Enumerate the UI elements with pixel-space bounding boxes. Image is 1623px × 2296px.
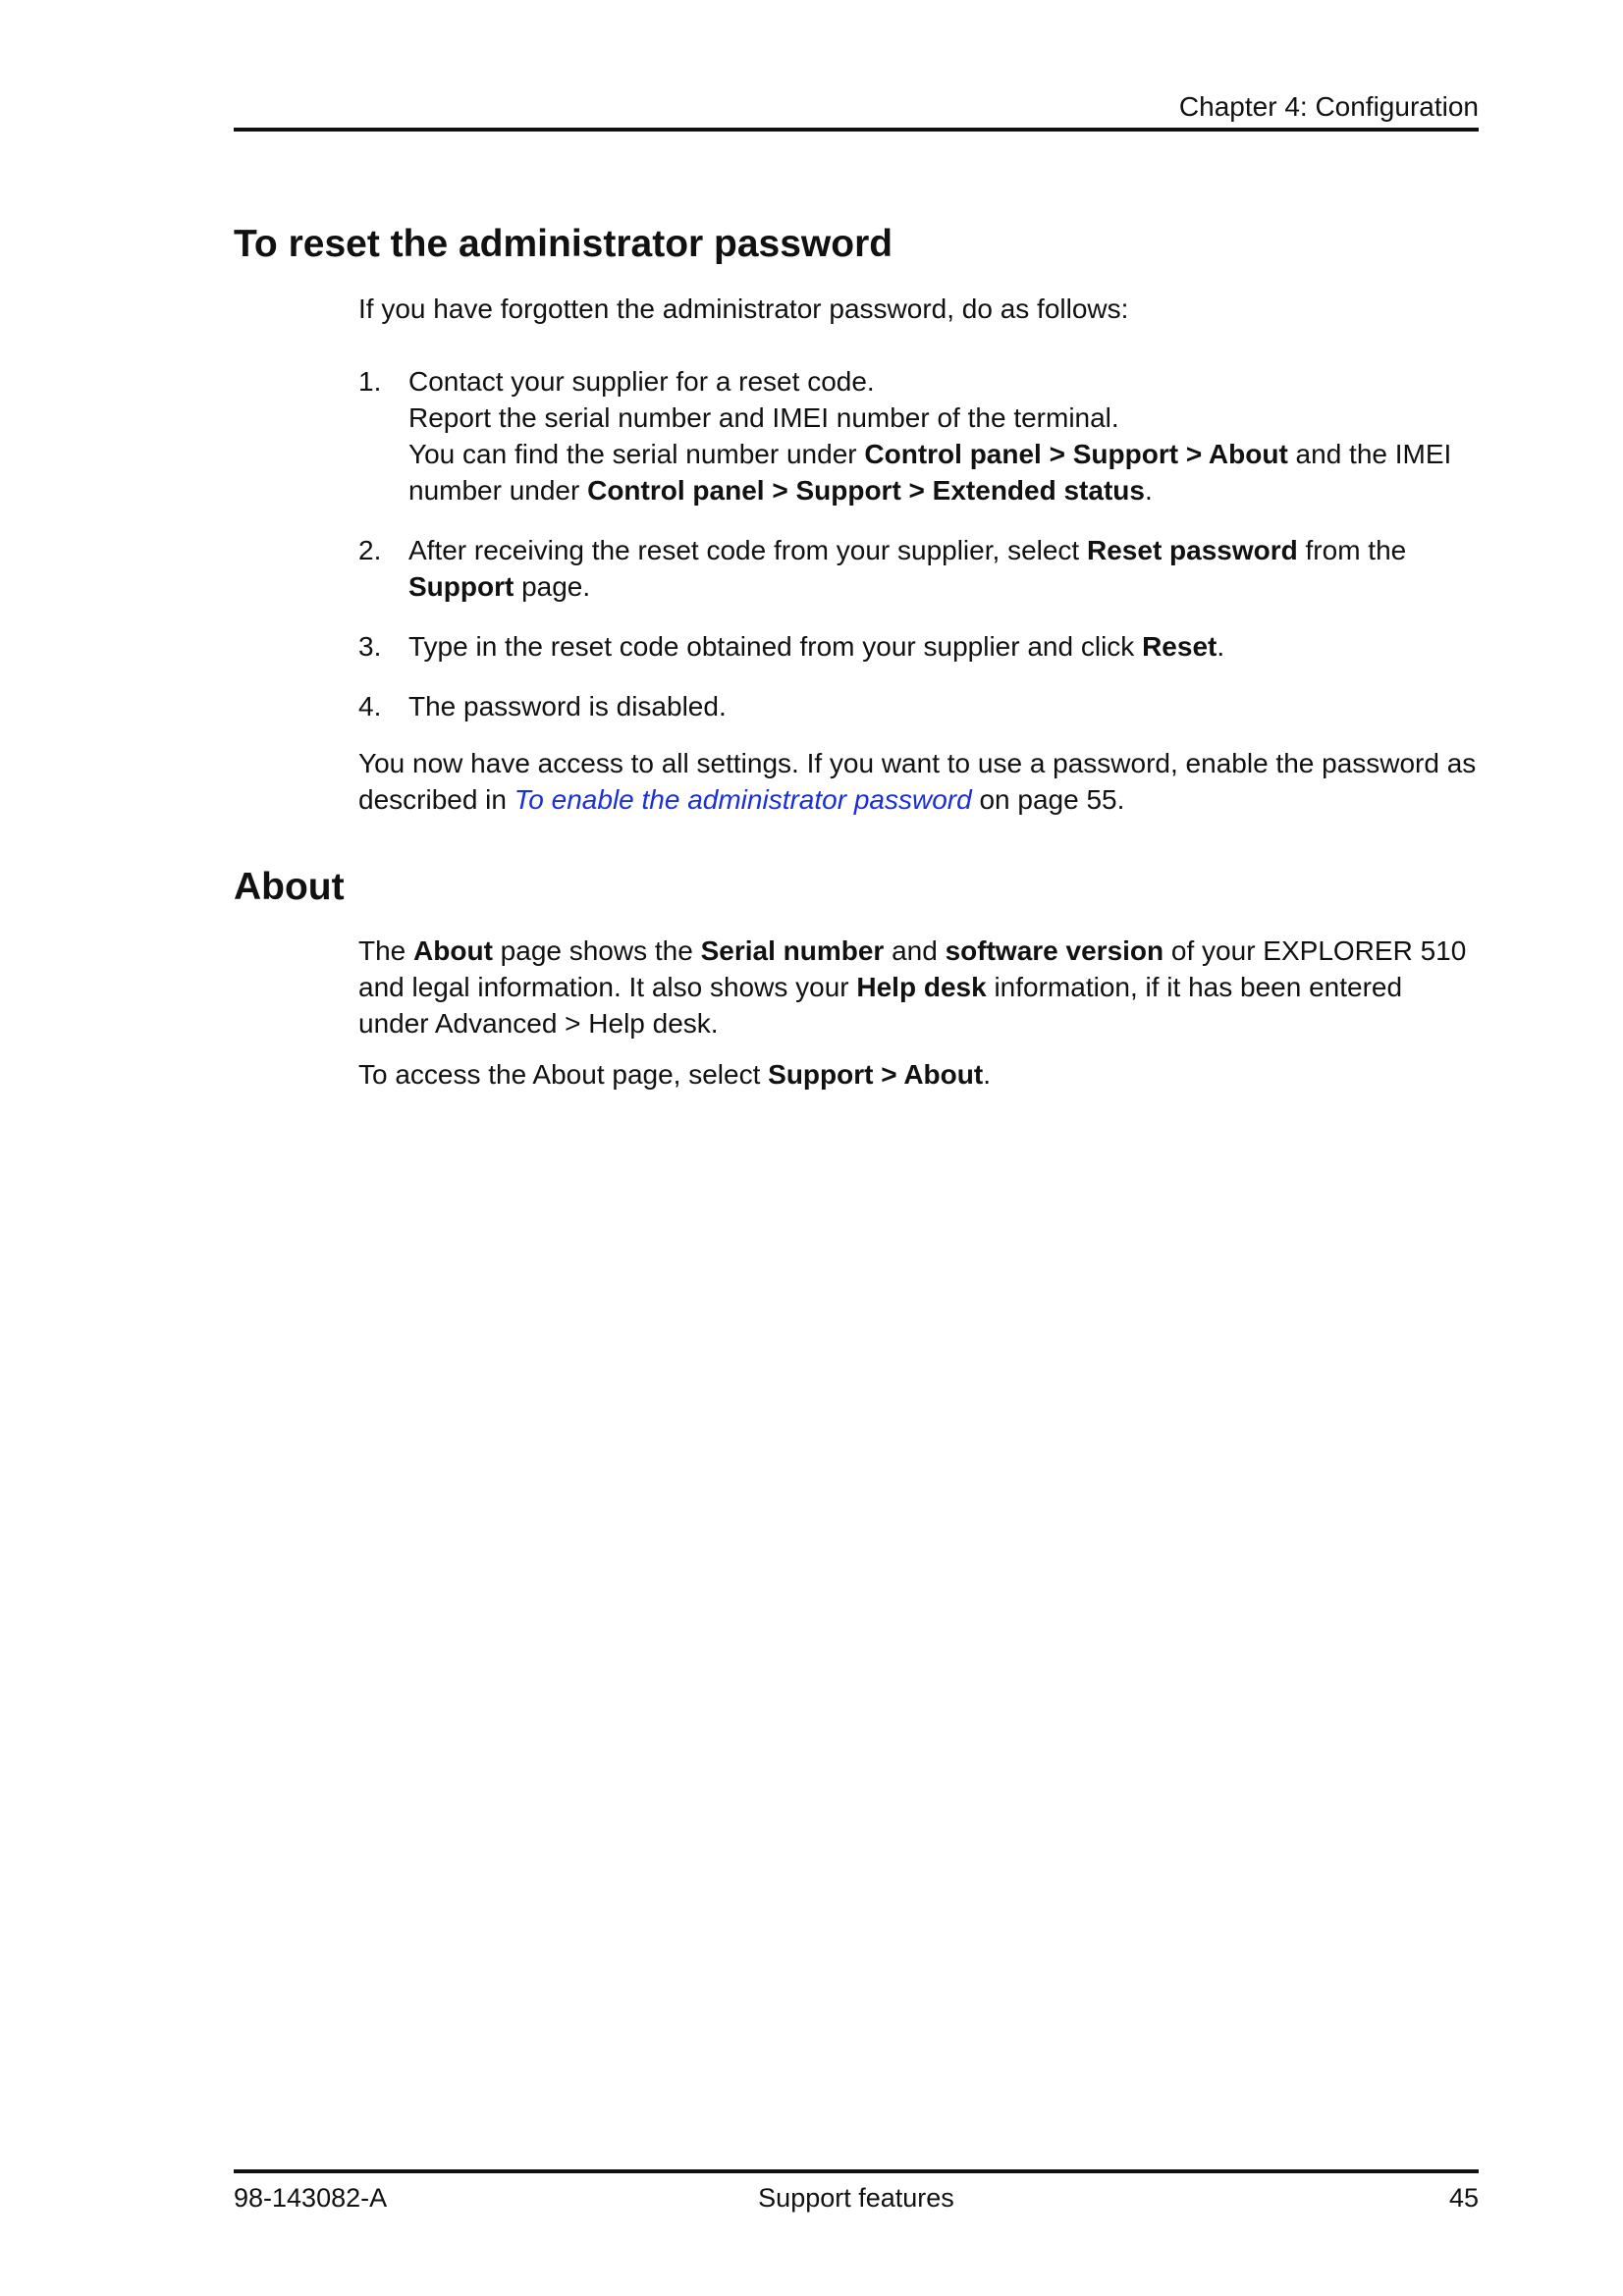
menu-path: Control panel > Support > About — [864, 439, 1288, 469]
step-text: Report the serial number and IMEI number of the terminal. — [408, 402, 1119, 433]
ui-label: Help desk — [856, 972, 987, 1002]
ui-label: Reset password — [1087, 535, 1298, 565]
step-text: Contact your supplier for a reset code. — [408, 366, 875, 397]
header-rule — [234, 128, 1479, 132]
ui-label: Support — [408, 571, 514, 602]
menu-path: Support > About — [768, 1059, 984, 1090]
step-number: 1. — [358, 366, 382, 397]
list-item — [358, 628, 1479, 665]
step-text: After receiving the reset code from your supplier, select Reset password from the Support page. — [408, 535, 1407, 602]
menu-path: Control panel > Support > Extended status — [587, 475, 1145, 506]
footer-doc-number: 98-143082-A — [234, 2183, 388, 2213]
footer-rule — [234, 2169, 1479, 2173]
ui-label: About — [413, 935, 493, 966]
intro-paragraph — [358, 291, 1479, 327]
list-item — [358, 688, 1479, 724]
about-access-paragraph: To access the About page, select Support > About. — [358, 1059, 991, 1090]
intro-text: If you have forgotten the administrator password, do as follows: — [358, 294, 1129, 324]
footer-section: Support features — [758, 2183, 954, 2213]
closing-paragraph: You now have access to all settings. If you want to use a password, enable the password as described in To enable the administrator password on page 55. — [358, 748, 1477, 815]
running-header: Chapter 4: Configuration — [1178, 91, 1479, 122]
step-text: Type in the reset code obtained from your supplier and click Reset. — [408, 631, 1225, 662]
step-number: 3. — [358, 631, 382, 662]
cross-reference-link[interactable]: To enable the administrator password — [514, 784, 972, 815]
page-number: 45 — [1448, 2183, 1479, 2213]
step-text: The password is disabled. — [408, 691, 727, 721]
ui-label: Serial number — [700, 935, 885, 966]
ui-label: Reset — [1142, 631, 1217, 662]
step-number: 2. — [358, 535, 382, 565]
list-item — [358, 363, 1479, 508]
ui-label: software version — [945, 935, 1164, 966]
section-heading-about: About — [234, 866, 345, 908]
list-item — [358, 532, 1479, 605]
steps-list — [358, 363, 1479, 748]
about-paragraph: The About page shows the Serial number and software version of your EXPLORER 510 and legal information. It also shows your Help desk information, if it has been entered under Advanced > Help desk. — [358, 935, 1467, 1039]
step-text: You can find the serial number under Control panel > Support > About and the IMEI number under Control panel > Support > Extended status. — [408, 439, 1452, 506]
step-number: 4. — [358, 691, 382, 721]
section-heading-reset-password: To reset the administrator password — [234, 223, 893, 265]
